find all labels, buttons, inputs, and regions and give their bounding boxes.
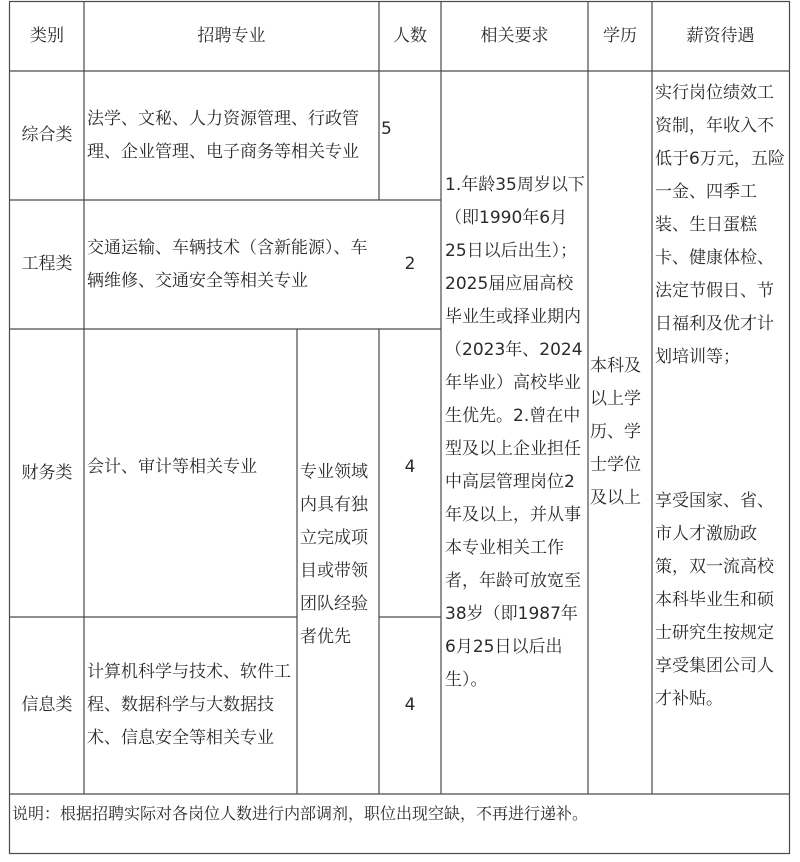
- header-major: 招聘专业: [197, 26, 266, 46]
- row-category: 财务类: [21, 462, 73, 483]
- row-count: 4: [404, 695, 416, 715]
- salary-text-2: 享受国家、省、市人才激励政策，双一流高校本科毕业生和硕士研究生按规定享受集团公司人才补贴。: [655, 491, 774, 709]
- row-category: 工程类: [21, 254, 73, 274]
- row-major: 法学、文秘、人力资源管理、行政管理、企业管理、电子商务等相关专业: [87, 108, 359, 162]
- note-text: 说明：根据招聘实际对各岗位人数进行内部调剂，职位出现空缺，不再进行递补。: [12, 804, 589, 823]
- header-count: 人数: [393, 26, 427, 46]
- salary-text-1: 实行岗位绩效工资制，年收入不低于6万元，五险一金、四季工装、生日蛋糕卡、健康体检、法定节假日、节日福利及优才计划培训等；: [655, 83, 785, 367]
- requirements-text: 1.年龄35周岁以下（即1990年6月25日以后出生）；2025届应届高校毕业生或择业期内（2023年、2024年毕业）高校毕业生优先。2.曾在中型及以上企业担任中高层管理岗位2年及以上，并从事本专业相关工作者，年龄可放宽至38岁（即1987年6月25日以后出生）。: [445, 174, 585, 690]
- row-count: 4: [404, 456, 416, 477]
- header-requirements: 相关要求: [480, 26, 549, 46]
- education-text: 本科及以上学历、学士学位及以上: [590, 356, 641, 508]
- header-salary: 薪资待遇: [686, 26, 755, 46]
- extra-requirement: 专业领域内具有独立完成项目或带领团队经验者优先: [300, 462, 368, 647]
- row-major: 计算机科学与技术、软件工程、数据科学与大数据技术、信息安全等相关专业: [87, 662, 291, 748]
- header-category: 类别: [30, 26, 64, 46]
- row-count: 5: [381, 119, 392, 139]
- row-major: 交通运输、车辆技术（含新能源）、车辆维修、交通安全等相关专业: [87, 237, 368, 291]
- row-category: 综合类: [21, 125, 73, 145]
- row-count: 2: [404, 254, 416, 274]
- row-major: 会计、审计等相关专业: [87, 456, 257, 477]
- row-category: 信息类: [21, 695, 73, 715]
- header-education: 学历: [603, 26, 637, 46]
